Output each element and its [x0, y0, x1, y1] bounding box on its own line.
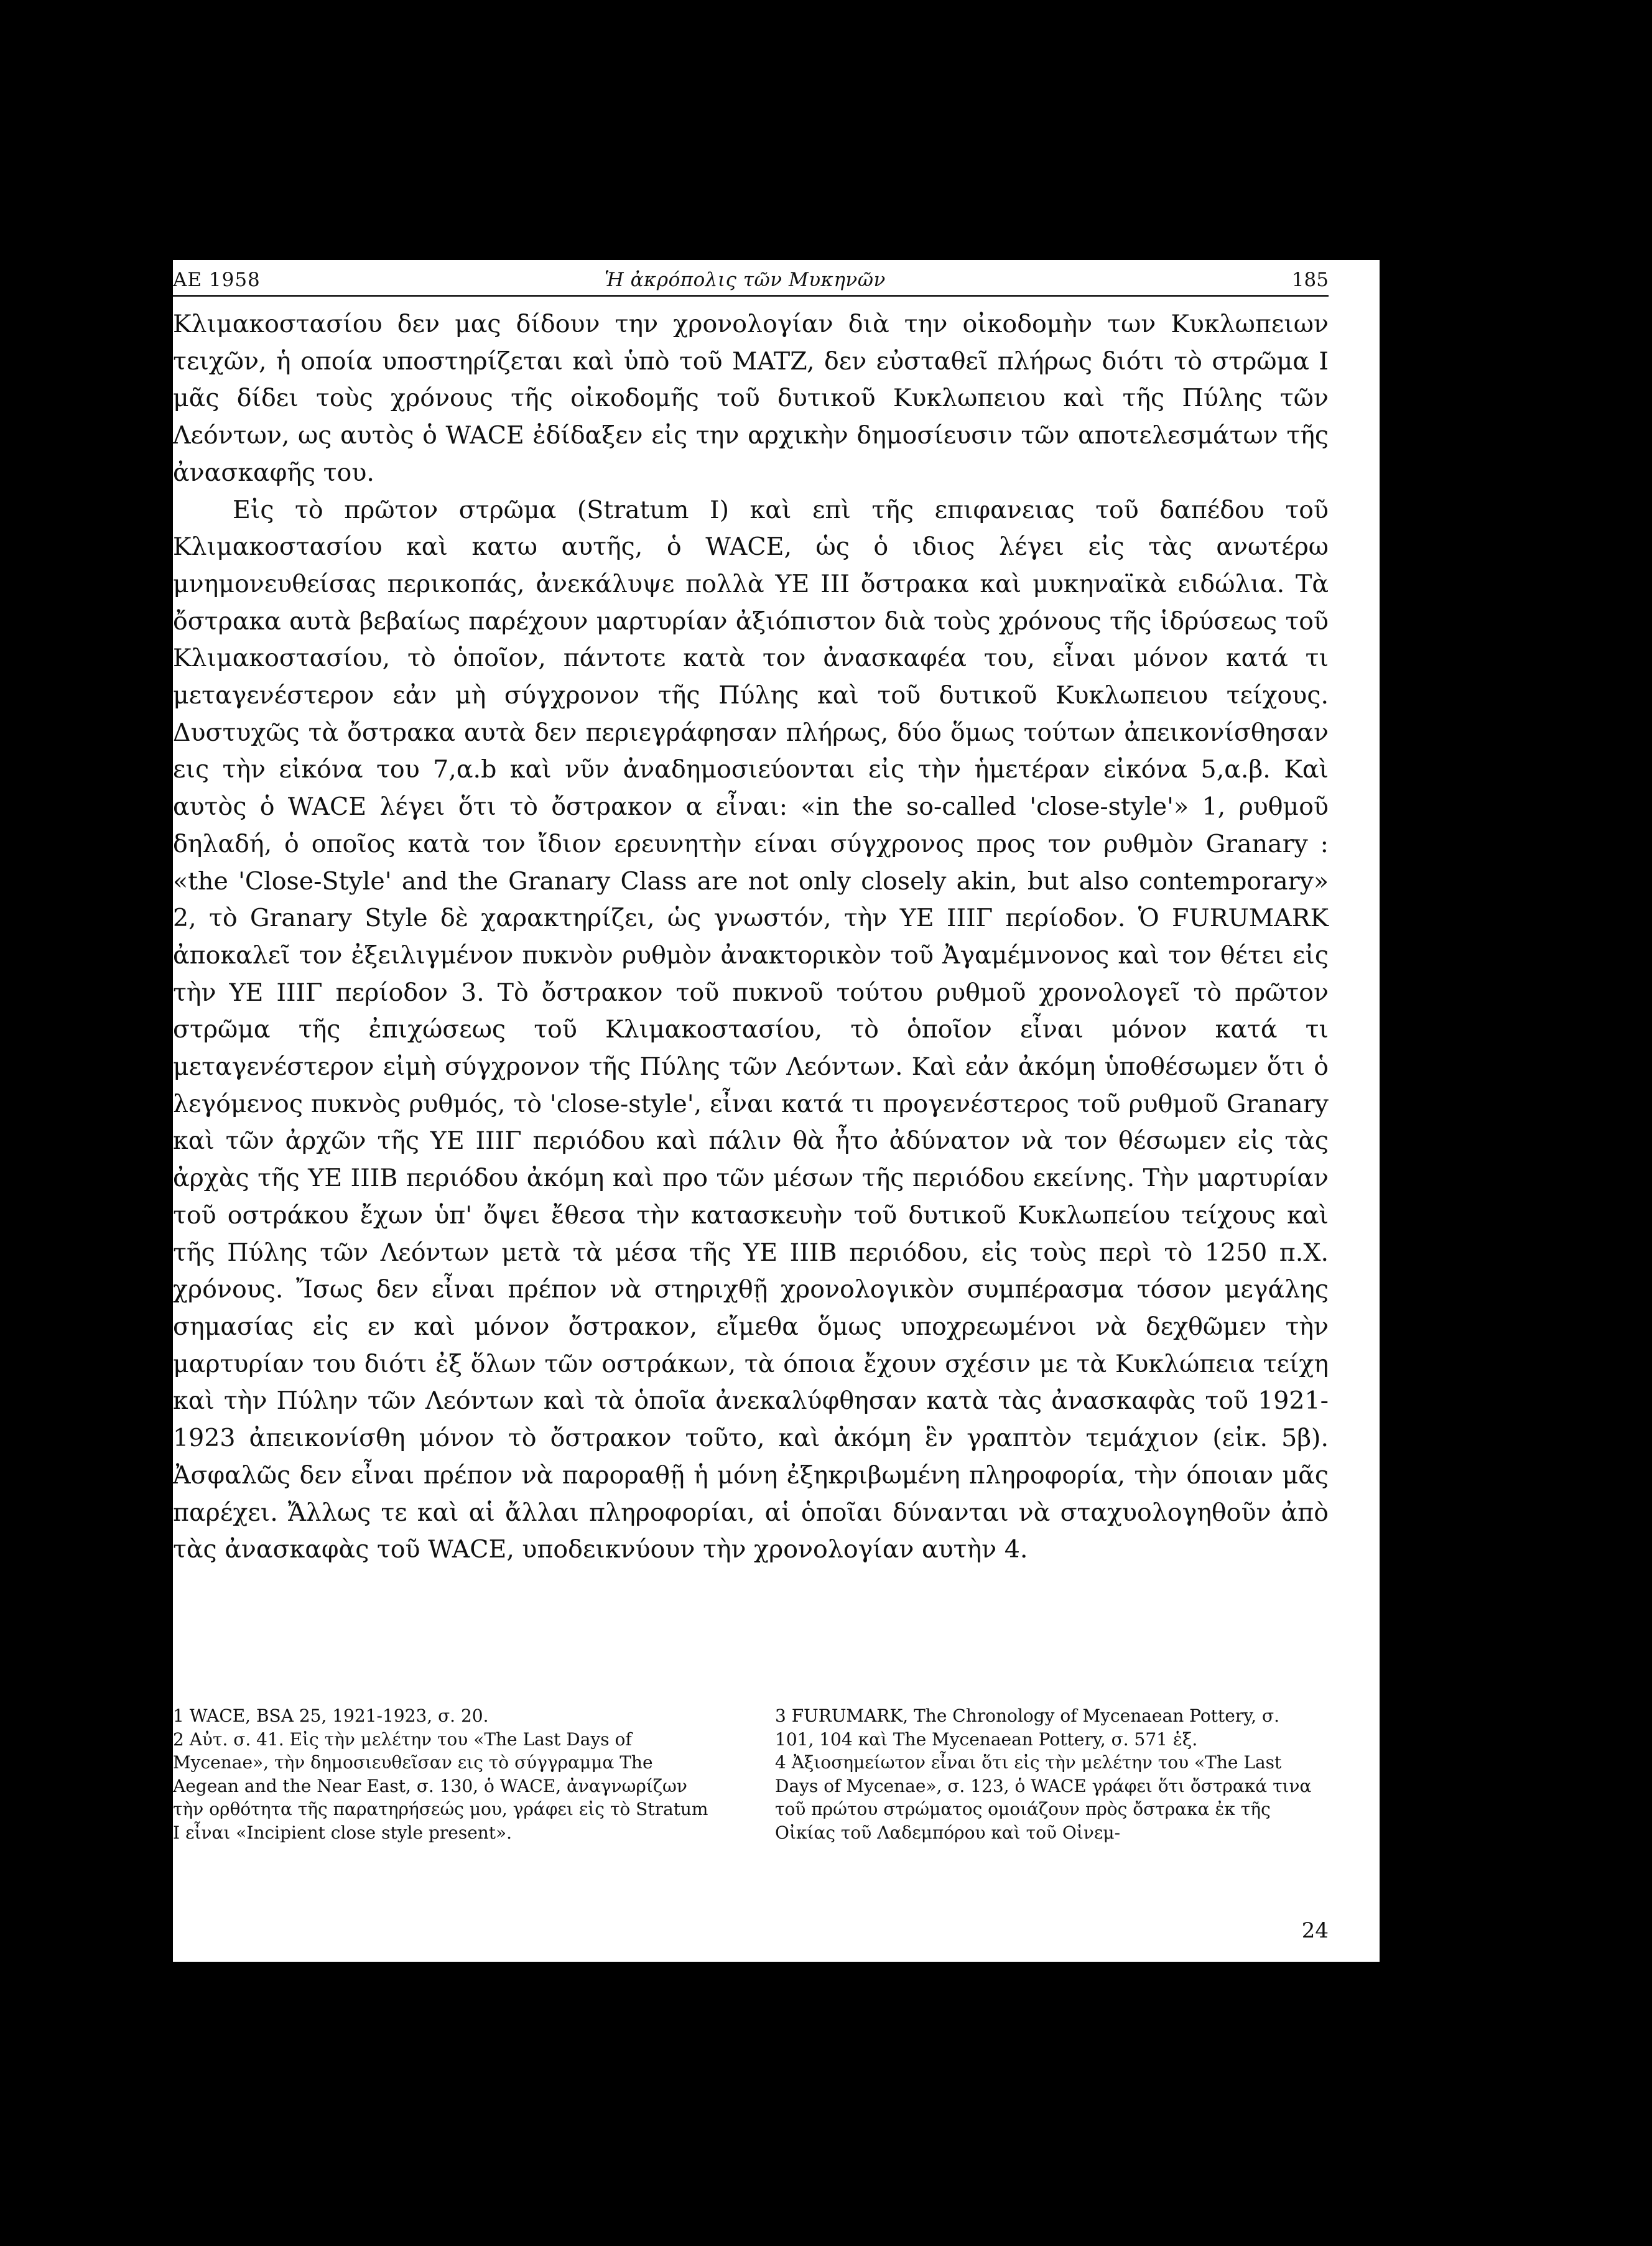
document-page	[173, 260, 1380, 1962]
footnote-2: 2 Αὐτ. σ. 41. Εἰς τὴν μελέτην του «The Last Days of Mycenae», τὴν δημοσιευθεῖσαν εις τὸ σύγγραμμα The Aegean and the Near East, σ. 130, ὁ WACE, ἀναγνωρίζων τὴν ορθότητα τῆς παρατηρήσεώς μου, γράφει εἰς τὸ Stratum I εἶναι «Incipient close style present».	[173, 1729, 708, 1843]
running-title: Ἡ ἀκρόπολις τῶν Μυκηνῶν	[605, 269, 886, 291]
body-text	[173, 306, 1329, 1569]
footnote-1: 1 WACE, BSA 25, 1921-1923, σ. 20.	[173, 1705, 489, 1726]
footnotes-right-column	[775, 1704, 1322, 1845]
header-rule	[173, 295, 1329, 297]
footnote-4: 4 Ἀξιοσημείωτον εἶναι ὅτι εἰς τὴν μελέτην του «The Last Days of Mycenae», σ. 123, ὁ WACE γράφει ὅτι ὄστρακά τινα τοῦ πρώτου στρώματος ομοιάζουν πρὸς ὄστρακα ἐκ τῆς Οἰκίας τοῦ Λαδεμπόρου καὶ τοῦ Οἰνεμ-	[775, 1752, 1312, 1843]
running-header	[173, 267, 1329, 292]
footnotes-left-column	[173, 1704, 720, 1845]
journal-reference: ΑΕ 1958	[173, 269, 261, 291]
page-number: 24	[1301, 1918, 1329, 1943]
footnote-3: 3 FURUMARK, The Chronology of Mycenaean Pottery, σ. 101, 104 καὶ The Mycenaean Pottery, σ. 571 ἑξ.	[775, 1705, 1280, 1750]
paragraph-2: Εἰς τὸ πρῶτον στρῶμα (Stratum I) καὶ επὶ τῆς επιφανειας τοῦ δαπέδου τοῦ Κλιμακοστασίου καὶ κατω αυτῆς, ὁ WACE, ὡς ὁ ιδιος λέγει εἰς τὰς ανωτέρω μνημονευθείσας περικοπάς, ἀνεκάλυψε πολλὰ ΥΕ III ὄστρακα καὶ μυκηναϊκὰ ειδώλια. Τὰ ὄστρακα αυτὰ βεβαίως παρέχουν μαρτυρίαν ἀξιόπιστον διὰ τοὺς χρόνους τῆς ἱδρύσεως τοῦ Κλιμακοστασίου, τὸ ὁποῖον, πάντοτε κατὰ τον ἀνασκαφέα του, εἶναι μόνον κατά τι μεταγενέστερον εἀν μὴ σύγχρονον τῆς Πύλης καὶ τοῦ δυτικοῦ Κυκλωπειου τείχους. Δυστυχῶς τὰ ὄστρακα αυτὰ δεν περιεγράφησαν πλήρως, δύο ὅμως τούτων ἀπεικονίσθησαν εις τὴν εἰκόνα του 7,α.b καὶ νῦν ἀναδημοσιεύονται εἰς τὴν ἡμετέραν εἰκόνα 5,α.β. Καὶ αυτὸς ὁ WACE λέγει ὅτι τὸ ὄστρακον α εἶναι: «in the so-called 'close-style'» 1, ρυθμοῦ δηλαδή, ὁ οποῖος κατὰ τον ἴδιον ερευνητὴν είναι σύγχρονος προς τον ρυθμὸν Granary : «the 'Close-Style' and the Granary Class are not only closely akin, but also contemporary» 2, τὸ Granary Style δὲ χαρακτηρίζει, ὡς γνωστόν, τὴν ΥΕ IIIΓ περίοδον. Ὁ FURUMARK ἀποκαλεῖ τον ἐξειλιγμένον πυκνὸν ρυθμὸν ἀνακτορικὸν τοῦ Ἀγαμέμνονος καὶ τον θέτει εἰς τὴν ΥΕ IIIΓ περίοδον 3. Τὸ ὄστρακον τοῦ πυκνοῦ τούτου ρυθμοῦ χρονολογεῖ τὸ πρῶτον στρῶμα τῆς ἐπιχώσεως τοῦ Κλιμακοστασίου, τὸ ὁποῖον εἶναι μόνον κατά τι μεταγενέστερον εἰμὴ σύγχρονον τῆς Πύλης τῶν Λεόντων. Καὶ εἀν ἀκόμη ὑποθέσωμεν ὅτι ὁ λεγόμενος πυκνὸς ρυθμός, τὸ 'close-style', εἶναι κατά τι προγενέστερος τοῦ ρυθμοῦ Granary καὶ τῶν ἀρχῶν τῆς ΥΕ IIIΓ περιόδου καὶ πάλιν θὰ ἦτο ἀδύνατον νὰ τον θέσωμεν εἰς τὰς ἀρχὰς τῆς ΥΕ IIIΒ περιόδου ἀκόμη καὶ προ τῶν μέσων τῆς περιόδου εκείνης. Τὴν μαρτυρίαν τοῦ οστράκου ἔχων ὑπ' ὄψει ἔθεσα τὴν κατασκευὴν τοῦ δυτικοῦ Κυκλωπείου τείχους καὶ τῆς Πύλης τῶν Λεόντων μετὰ τὰ μέσα τῆς ΥΕ IIIΒ περιόδου, εἰς τοὺς περὶ τὸ 1250 π.Χ. χρόνους. Ἴσως δεν εἶναι πρέπον νὰ στηριχθῇ χρονολογικὸν συμπέρασμα τόσον μεγάλης σημασίας εἰς εν καὶ μόνον ὄστρακον, εἴμεθα ὅμως υποχρεωμένοι νὰ δεχθῶμεν τὴν μαρτυρίαν του διότι ἐξ ὅλων τῶν οστράκων, τὰ όποια ἔχουν σχέσιν με τὰ Κυκλώπεια τείχη καὶ τὴν Πύλην τῶν Λεόντων καὶ τὰ ὁποῖα ἀνεκαλύφθησαν κατὰ τὰς ἀνασκαφὰς τοῦ 1921-1923 ἀπεικονίσθη μόνον τὸ ὄστρακον τοῦτο, καὶ ἀκόμη ἓν γραπτὸν τεμάχιον (εἰκ. 5β). Ἀσφαλῶς δεν εἶναι πρέπον νὰ παροραθῇ ἡ μόνη ἐξηκριβωμένη πληροφορία, τὴν όποιαν μᾶς παρέχει. Ἄλλως τε καὶ αἱ ἄλλαι πληροφορίαι, αἱ ὁποῖαι δύνανται νὰ σταχυολογηθοῦν ἀπὸ τὰς ἀνασκαφὰς τοῦ WACE, υποδεικνύουν τὴν χρονολογίαν αυτὴν 4.	[173, 495, 1329, 1564]
header-page-number: 185	[1291, 269, 1329, 291]
paragraph-1: Κλιμακοστασίου δεν μας δίδουν την χρονολογίαν διὰ την οἰκοδομὴν των Κυκλωπειων τειχῶν, ἡ οποία υποστηρίζεται καὶ ὑπὸ τοῦ MATZ, δεν εὐσταθεῖ πλήρως διότι τὸ στρῶμα I μᾶς δίδει τοὺς χρόνους τῆς οἰκοδομῆς τοῦ δυτικοῦ Κυκλωπειου καὶ τῆς Πύλης τῶν Λεόντων, ως αυτὸς ὁ WACE ἐδίδαξεν εἰς την αρχικὴν δημοσίευσιν τῶν αποτελεσμάτων τῆς ἀνασκαφῆς του.	[173, 310, 1329, 487]
